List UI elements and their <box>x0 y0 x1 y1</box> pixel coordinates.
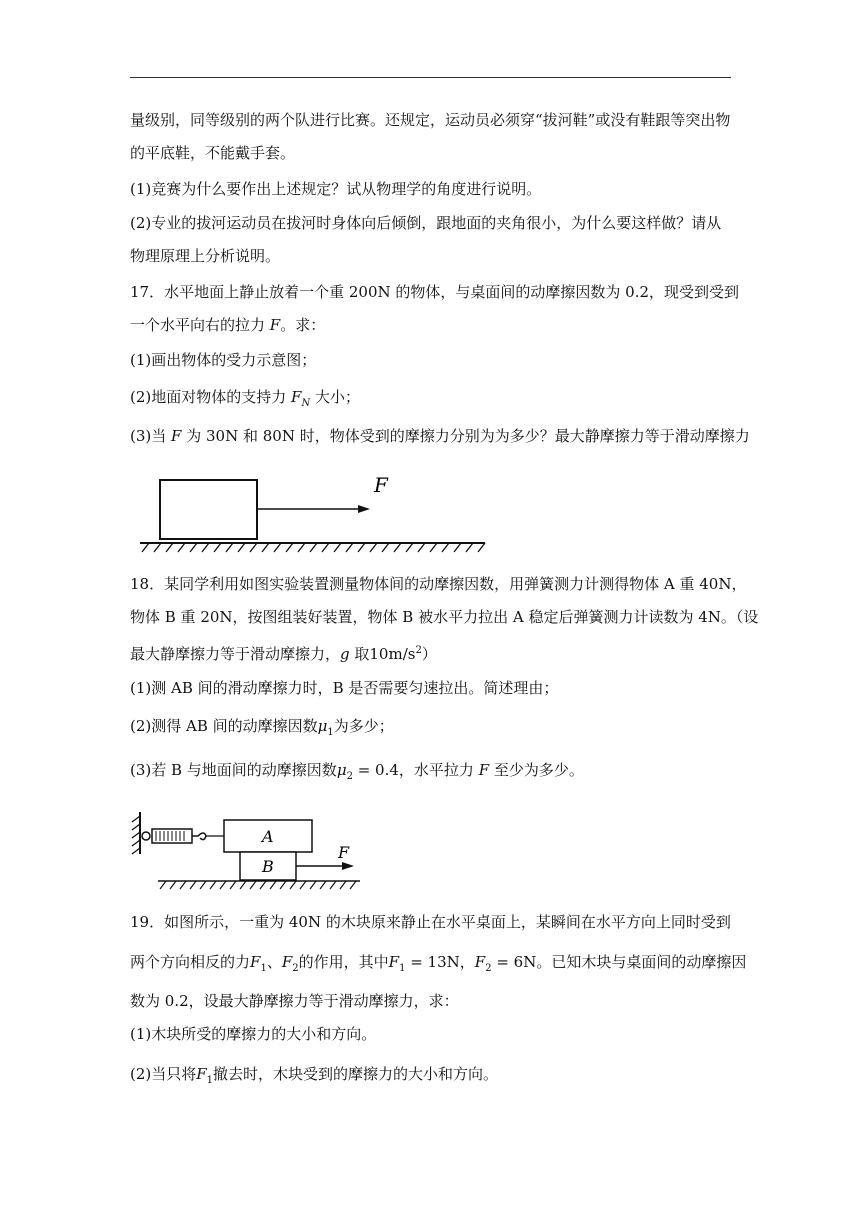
hatch-mark <box>170 881 176 889</box>
header-rule <box>130 77 731 78</box>
hatch-mark <box>442 543 449 552</box>
hatch-mark <box>200 881 206 889</box>
problem-17-sub-3: (3)当 F 为 30N 和 80N 时，物体受到的摩擦力分别为为多少？最大静摩擦力等于滑动摩擦力 <box>130 427 750 445</box>
problem-19-sub-1: (1)木块所受的摩擦力的大小和方向。 <box>130 1025 377 1043</box>
hatch-mark <box>262 543 269 552</box>
scale-hook <box>192 833 206 840</box>
hatch-mark <box>280 881 286 889</box>
hatch-mark <box>142 543 149 552</box>
hatch-mark <box>330 881 336 889</box>
hatch-mark <box>298 543 305 552</box>
hatch-mark <box>300 881 306 889</box>
hook-ring <box>142 832 150 840</box>
hatch-mark <box>334 543 341 552</box>
wall-hatching <box>132 816 140 854</box>
hatch-mark <box>166 543 173 552</box>
problem-18-line-2: 物体 B 重 20N，按图组装好装置，物体 B 被水平力拉出 A 稳定后弹簧测力计读数为 4N。（设 <box>130 608 759 626</box>
problem-19-line-3: 数为 0.2，设最大静摩擦力等于滑动摩擦力，求： <box>130 992 459 1010</box>
hatch-mark <box>250 543 257 552</box>
intro-question-1: (1)竞赛为什么要作出上述规定？试从物理学的角度进行说明。 <box>130 180 542 198</box>
hatch-mark <box>346 543 353 552</box>
hatch-mark <box>358 543 365 552</box>
hatch-mark <box>350 881 356 889</box>
hatch-mark <box>260 881 266 889</box>
hatch-mark <box>322 543 329 552</box>
hatch-mark <box>340 881 346 889</box>
hatch-mark <box>320 881 326 889</box>
force-label: F <box>338 843 350 862</box>
hatch-mark <box>310 881 316 889</box>
intro-question-2: (2)专业的拔河运动员在拔河时身体向后倾倒，跟地面的夹角很小，为什么要这样做？请从 <box>130 214 722 232</box>
hatch-mark <box>238 543 245 552</box>
ground-hatching <box>160 881 356 889</box>
hatch-mark <box>210 881 216 889</box>
problem-19-sub-2: (2)当只将$F_1$撤去时，木块受到的摩擦力的大小和方向。 <box>130 1065 499 1086</box>
hatch-mark <box>454 543 461 552</box>
arrow-head <box>358 505 370 513</box>
hatch-mark <box>274 543 281 552</box>
hatch-mark <box>202 543 209 552</box>
intro-question-2-cont: 物理原理上分析说明。 <box>130 247 281 265</box>
problem-17-line-2: 一个水平向右的拉力 F。求： <box>130 316 326 334</box>
ground-hatching <box>142 543 485 552</box>
block-a-label: A <box>262 827 274 846</box>
hatch-mark <box>286 543 293 552</box>
hatch-mark <box>214 543 221 552</box>
hatch-mark <box>290 881 296 889</box>
hatch-mark <box>160 881 166 889</box>
hatch-mark <box>466 543 473 552</box>
hatch-mark <box>178 543 185 552</box>
hatch-mark <box>382 543 389 552</box>
spring-coils <box>156 831 184 841</box>
hatch-mark <box>240 881 246 889</box>
problem-17-figure <box>140 468 490 558</box>
problem-17-sub-2: (2)地面对物体的支持力 $F_N$ 大小； <box>130 388 360 409</box>
problem-17-sub-1: (1)画出物体的受力示意图； <box>130 351 317 369</box>
hatch-mark <box>370 543 377 552</box>
problem-19-line-1: 19．如图所示，一重为 40N 的木块原来静止在水平桌面上，某瞬间在水平方向上同时受到 <box>130 913 731 931</box>
problem-18-sub-3: (3)若 B 与地面间的动摩擦因数$\mu_2 = 0.4$，水平拉力 F 至少为多少。 <box>130 761 584 782</box>
intro-line-2: 的平底鞋，不能戴手套。 <box>130 144 296 162</box>
problem-18-line-1: 18．某同学利用如图实验装置测量物体间的动摩擦因数，用弹簧测力计测得物体 A 重 40N， <box>130 575 747 593</box>
hatch-mark <box>418 543 425 552</box>
hatch-mark <box>180 881 186 889</box>
problem-18-sub-2: (2)测得 AB 间的动摩擦因数$\mu_1$为多少； <box>130 717 394 738</box>
hatch-mark <box>230 881 236 889</box>
hatch-mark <box>310 543 317 552</box>
intro-line-1: 量级别，同等级别的两个队进行比赛。还规定，运动员必须穿“拔河鞋”或没有鞋跟等突出物 <box>130 111 731 129</box>
problem-18-figure <box>128 808 368 892</box>
hatch-mark <box>406 543 413 552</box>
hatch-mark <box>430 543 437 552</box>
hatch-mark <box>270 881 276 889</box>
problem-18-line-3: 最大静摩擦力等于滑动摩擦力，g 取$10m/s^2$） <box>130 645 437 663</box>
force-label: F <box>374 473 388 497</box>
hatch-mark <box>226 543 233 552</box>
problem-17-line-1: 17．水平地面上静止放着一个重 200N 的物体，与桌面间的动摩擦因数为 0.2，现受到受到 <box>130 283 740 301</box>
hatch-mark <box>190 881 196 889</box>
hatch-mark <box>190 543 197 552</box>
problem-19-line-2: 两个方向相反的力$F_1$、$F_2$的作用，其中$F_1 = 13N$，$F_2 = 6N$。已知木块与桌面间的动摩擦因 <box>130 953 747 974</box>
block-b-label: B <box>262 857 274 876</box>
hatch-mark <box>250 881 256 889</box>
block <box>160 480 257 539</box>
arrow-head <box>342 862 354 870</box>
hatch-mark <box>154 543 161 552</box>
problem-18-sub-1: (1)测 AB 间的滑动摩擦力时，B 是否需要匀速拉出。简述理由； <box>130 679 559 697</box>
hatch-mark <box>220 881 226 889</box>
hatch-mark <box>478 543 485 552</box>
hatch-mark <box>394 543 401 552</box>
